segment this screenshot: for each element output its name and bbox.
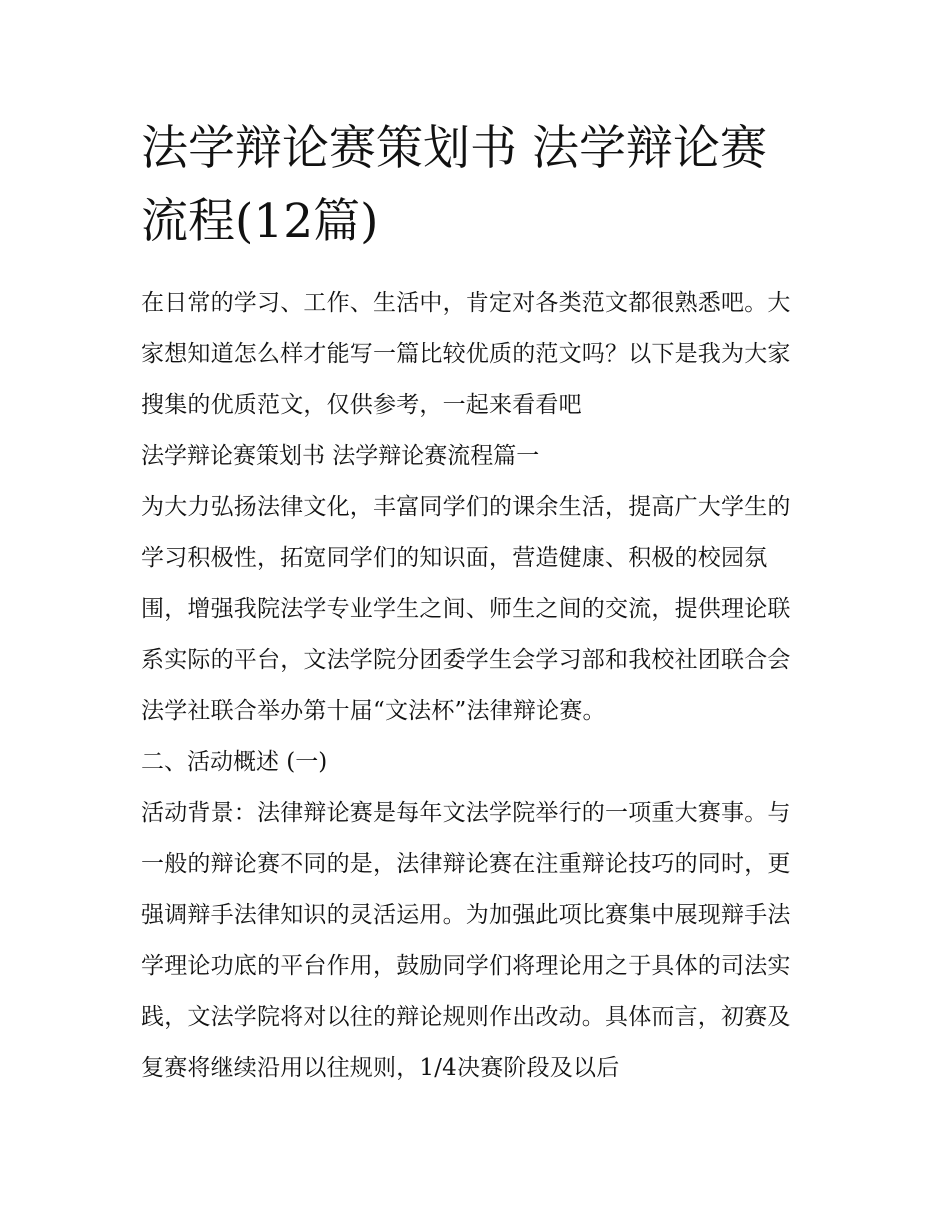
section-body-2: 活动背景：法律辩论赛是每年文法学院举行的一项重大赛事。与一般的辩论赛不同的是，法律辩论赛在注重辩论技巧的同时，更强调辩手法律知识的灵活运用。为加强此项比赛集中展现辩手法学理论功底的平台作用，鼓励同学们将理论用之于具体的司法实践，文法学院将对以往的辩论规则作出改动。具体而言，初赛及复赛将继续沿用以往规则，1/4决赛阶段及以后 xyxy=(141,800,791,1081)
section-heading-2: 二、活动概述 (一) xyxy=(141,749,328,775)
document-title: 法学辩论赛策划书 法学辩论赛流程(12篇) xyxy=(141,121,767,249)
intro-paragraph: 在日常的学习、工作、生活中，肯定对各类范文都很熟悉吧。大家想知道怎么样才能写一篇比较优质的范文吗？以下是我为大家搜集的优质范文，仅供参考，一起来看看吧 xyxy=(141,290,791,418)
section-body-1: 为大力弘扬法律文化，丰富同学们的课余生活，提高广大学生的学习积极性，拓宽同学们的知识面，营造健康、积极的校园氛围，增强我院法学专业学生之间、师生之间的交流，提供理论联系实际的平台，文法学院分团委学生会学习部和我校社团联合会法学社联合举办第十届“文法杯”法律辩论赛。 xyxy=(141,494,791,724)
section-heading-1: 法学辩论赛策划书 法学辩论赛流程篇一 xyxy=(141,443,540,469)
document-page xyxy=(141,112,813,1094)
